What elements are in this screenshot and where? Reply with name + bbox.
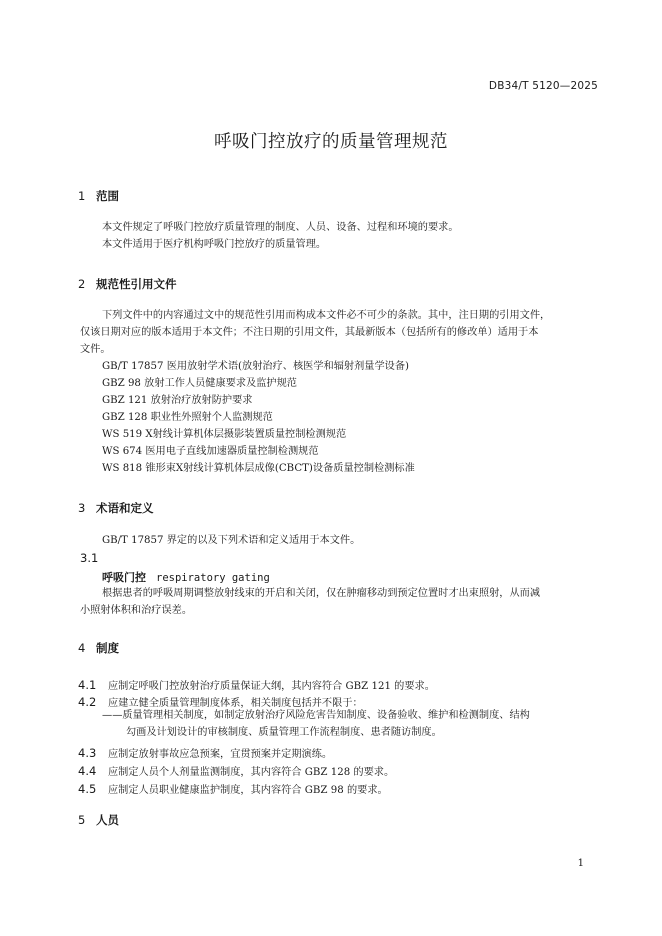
section-title: 人员	[96, 813, 119, 827]
subclause-number: 3.1	[80, 551, 99, 565]
paragraph: GB/T 17857 界定的以及下列术语和定义适用于本文件。	[102, 535, 361, 546]
paragraph-continuation: 文件。	[80, 344, 111, 355]
paragraph-continuation: 仅该日期对应的版本适用于本文件；不注日期的引用文件，其最新版本（包括所有的修改单）适用于本	[80, 327, 539, 338]
section-number: 1	[78, 189, 86, 203]
section-title: 术语和定义	[96, 501, 154, 515]
section-heading-1	[78, 188, 119, 204]
paragraph: 本文件适用于医疗机构呼吸门控放疗的质量管理。	[102, 239, 327, 250]
clause-text: 应建立健全质量管理制度体系，相关制度包括并不限于：	[108, 698, 363, 709]
term-chinese: 呼吸门控	[102, 571, 146, 584]
clause-number: 4.5	[78, 782, 97, 796]
section-title: 制度	[96, 641, 119, 655]
reference-item: GBZ 128 职业性外照射个人监测规范	[102, 412, 273, 423]
clause-text: 应制定放射事故应急预案，宜贯预案并定期演练。	[108, 749, 333, 760]
section-title: 范围	[96, 189, 119, 203]
document-title: 呼吸门控放疗的质量管理规范	[214, 132, 448, 152]
clause-4-5	[78, 778, 388, 797]
reference-item: WS 674 医用电子直线加速器质量控制检测规范	[102, 446, 319, 457]
section-heading-4	[78, 640, 119, 656]
section-heading-5	[78, 812, 119, 828]
term-definition-continuation: 小照射体积和治疗误差。	[80, 605, 193, 616]
reference-item: GBZ 121 放射治疗放射防护要求	[102, 395, 253, 406]
term-definition: 根据患者的呼吸周期调整放射线束的开启和关闭，仅在肿瘤移动到预定位置时才出束照射，从而减	[102, 588, 541, 599]
clause-4-4	[78, 760, 394, 779]
reference-item: WS 818 锥形束X射线计算机体层成像(CBCT)设备质量控制检测标准	[102, 463, 415, 474]
clause-text: 应制定人员个人剂量监测制度，其内容符合 GBZ 128 的要求。	[108, 767, 395, 778]
section-title: 规范性引用文件	[96, 277, 177, 291]
section-number: 2	[78, 277, 86, 291]
clause-4-3	[78, 742, 332, 761]
section-number: 3	[78, 501, 86, 515]
clause-number: 4.3	[78, 746, 97, 760]
clause-number: 4.4	[78, 764, 97, 778]
term-english: respiratory gating	[156, 572, 270, 584]
reference-item: WS 519 X射线计算机体层摄影装置质量控制检测规范	[102, 429, 347, 440]
dash-list-item: ——质量管理相关制度，如制定放射治疗风险危害告知制度、设备验收、维护和检测制度、结构	[102, 710, 530, 721]
term-entry	[102, 569, 270, 585]
paragraph: 本文件规定了呼吸门控放疗质量管理的制度、人员、设备、过程和环境的要求。	[102, 222, 459, 233]
section-heading-2	[78, 276, 177, 292]
paragraph: 下列文件中的内容通过文中的规范性引用而构成本文件必不可少的条款。其中，注日期的引用文件，	[102, 310, 551, 321]
section-number: 5	[78, 813, 86, 827]
clause-number: 4.1	[78, 678, 97, 692]
page-number: 1	[577, 858, 584, 869]
dash-list-item-continuation: 勾画及计划设计的审核制度、质量管理工作流程制度、患者随访制度。	[126, 727, 442, 738]
clause-text: 应制定呼吸门控放射治疗质量保证大纲，其内容符合 GBZ 121 的要求。	[108, 681, 435, 692]
clause-text: 应制定人员职业健康监护制度，其内容符合 GBZ 98 的要求。	[108, 785, 388, 796]
reference-item: GB/T 17857 医用放射学术语(放射治疗、核医学和辐射剂量学设备)	[102, 361, 409, 372]
section-number: 4	[78, 641, 86, 655]
section-heading-3	[78, 500, 154, 516]
clause-number: 4.2	[78, 695, 97, 709]
reference-item: GBZ 98 放射工作人员健康要求及监护规范	[102, 378, 297, 389]
standard-code: DB34/T 5120—2025	[488, 80, 598, 92]
